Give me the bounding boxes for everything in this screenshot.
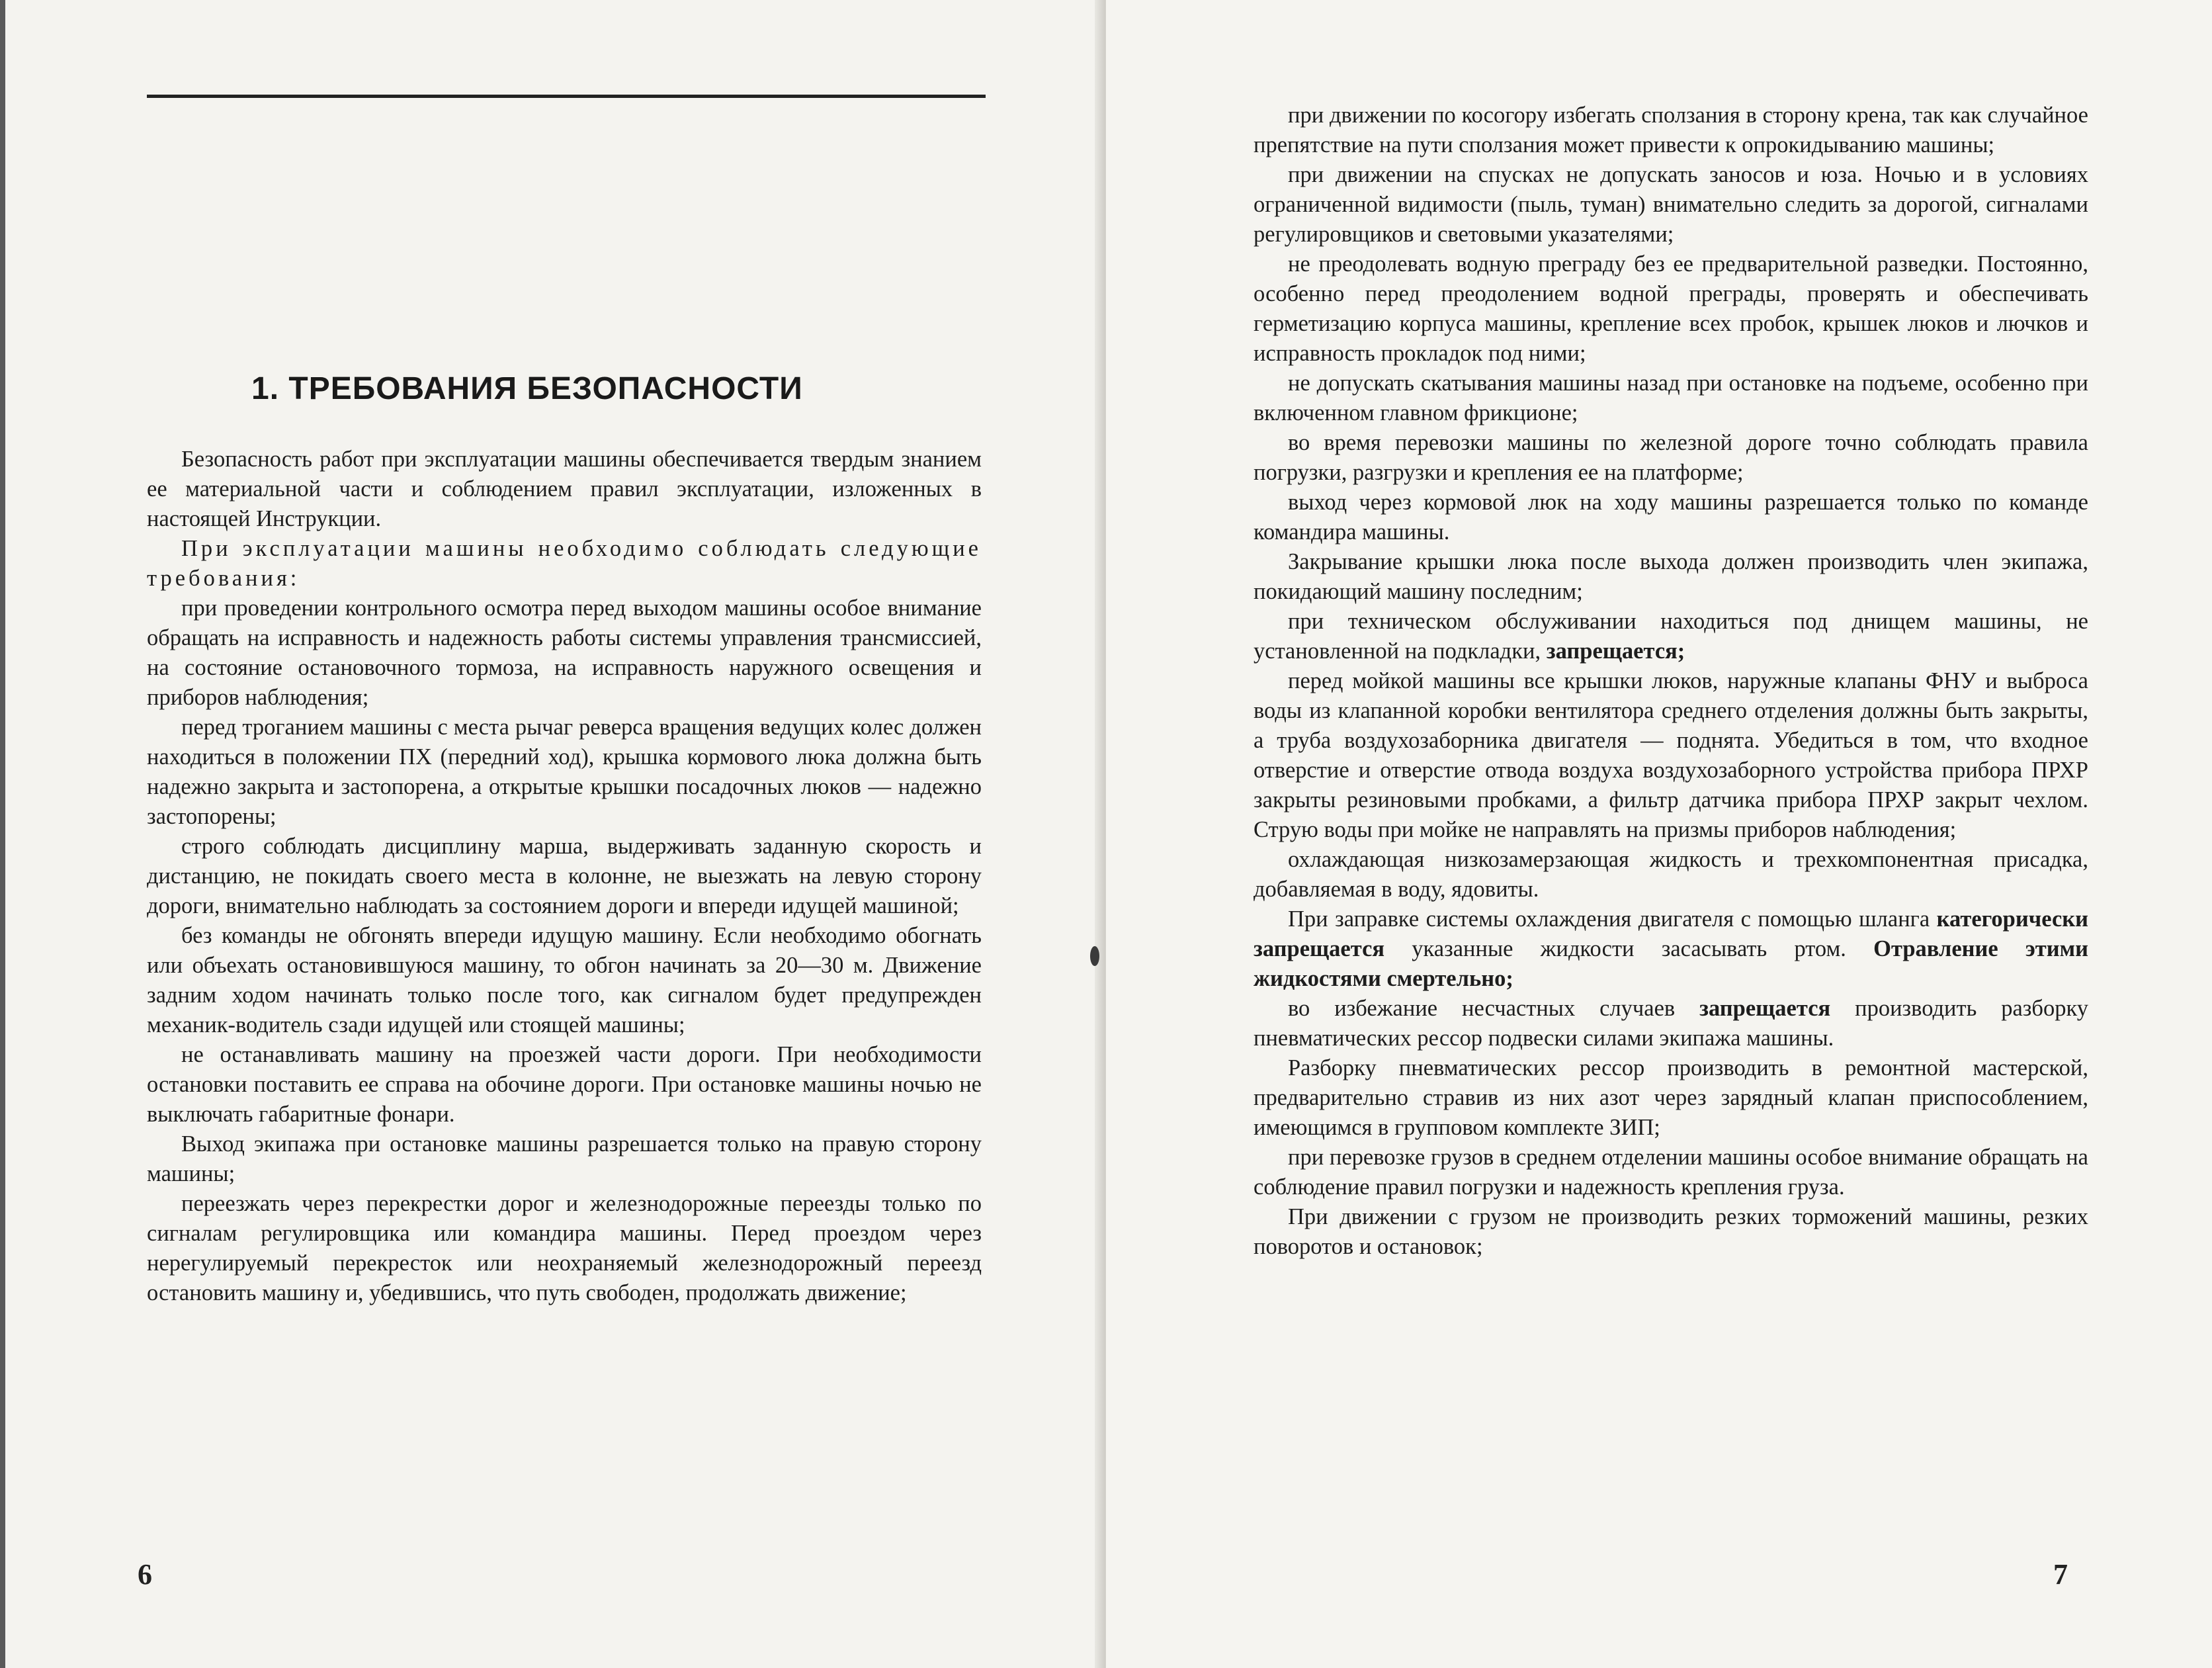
paragraph: при проведении контрольного осмотра перед выходом машины особое внимание обращать на исправность и надежность работы системы управления трансмиссией, на состояние остановочного тормоза, на исправность наружного освещения и приборов наблюдения; — [147, 595, 982, 710]
text-run: указанные жидкости засасывать ртом. — [1412, 936, 1846, 961]
page-number: 6 — [138, 1558, 152, 1591]
text-run: при техническом обслуживании находиться под днищем машины, не установленной на подкладки, — [1254, 609, 2088, 664]
paragraph: при перевозке грузов в среднем отделении машины особое внимание обращать на соблюдение правил погрузки и надежность крепления груза. — [1254, 1145, 2088, 1200]
paragraph: при движении по косогору избегать сползания в сторону крена, так как случайное препятствие на пути сползания может привести к опрокидыванию машины; — [1254, 103, 2088, 157]
text-run: При заправке системы охлаждения двигателя с помощью шланга — [1288, 906, 1930, 932]
paragraph — [1254, 904, 2088, 994]
paragraph: строго соблюдать дисциплину марша, выдерживать заданную скорость и дистанцию, не покидать своего места в колонне, не выезжать на левую сторону дороги, внимательно наблюдать за состоянием дороги и впереди идущей машиной; — [147, 834, 982, 918]
paragraph: Закрывание крышки люка после выхода должен производить член экипажа, покидающий машину последним; — [1254, 549, 2088, 604]
page-edge-shadow — [0, 0, 5, 1668]
paragraph: При эксплуатации машины необходимо соблюдать следующие требования: — [147, 536, 982, 591]
paragraph: не преодолевать водную преграду без ее предварительной разведки. Постоянно, особенно перед преодолением водной преграды, проверять и обеспечивать герметизацию корпуса машины, крепление всех пробок, крышек люков и лючков и исправность прокладок под ними; — [1254, 251, 2088, 366]
page-number: 7 — [2053, 1558, 2068, 1591]
paragraph: во время перевозки машины по железной дороге точно соблюдать правила погрузки, разгрузки и крепления ее на платформе; — [1254, 430, 2088, 485]
left-text-column — [147, 445, 982, 1308]
paragraph: При движении с грузом не производить резких торможений машины, резких поворотов и остановок; — [1254, 1204, 2088, 1259]
bold-warning: запрещается — [1699, 996, 1831, 1021]
paragraph: Выход экипажа при остановке машины разрешается только на правую сторону машины; — [147, 1131, 982, 1186]
paragraph: перед троганием машины с места рычаг реверса вращения ведущих колес должен находиться в положении ПХ (передний ход), крышка кормового люка должна быть надежно закрыта и застопорена, а открытые крышки посадочных люков — надежно застопорены; — [147, 715, 982, 829]
paragraph — [1254, 994, 2088, 1053]
paragraph: выход через кормовой люк на ходу машины разрешается только по команде командира машины. — [1254, 490, 2088, 545]
paragraph: Безопасность работ при эксплуатации машины обеспечивается твердым знанием ее материальной части и соблюдением правил эксплуатации, изложенных в настоящей Инструкции. — [147, 447, 982, 531]
paragraph: перед мойкой машины все крышки люков, наружные клапаны ФНУ и выброса воды из клапанной коробки вентилятора среднего отделения должны быть закрыты, а труба воздухозаборника двигателя — поднята. Убедиться в том, что входное отверстие и отверстие отвода воздуха воздухозаборного устройства прибора ПРХР закрыты резиновыми пробками, а фильтр датчика прибора ПРХР закрыт чехлом. Струю воды при мойке не направлять на призмы приборов наблюдения; — [1254, 668, 2088, 842]
paragraph: не допускать скатывания машины назад при остановке на подъеме, особенно при включенном главном фрикционе; — [1254, 371, 2088, 425]
bold-warning: запрещается; — [1546, 638, 1685, 664]
text-run: во избежание несчастных случаев — [1288, 996, 1676, 1021]
paragraph — [1254, 607, 2088, 666]
paragraph: без команды не обгонять впереди идущую машину. Если необходимо обогнать или объехать остановившуюся машину, то обгон начинать за 20—30 м. Движение задним ходом начинать только после того, как сигналом будет предупрежден механик-водитель сзади идущей или стоящей машины; — [147, 923, 982, 1037]
section-title: 1. ТРЕБОВАНИЯ БЕЗОПАСНОСТИ — [251, 371, 803, 406]
text-run: производить разборку пневматических рессор подвески силами экипажа машины. — [1254, 996, 2088, 1051]
header-rule — [147, 95, 986, 98]
paragraph: переезжать через перекрестки дорог и железнодорожные переезды только по сигналам регулировщика или командира машины. Перед проездом через нерегулируемый перекресток или неохраняемый железнодорожный переезд остановить машину и, убедившись, что путь свободен, продолжать движение; — [147, 1191, 982, 1305]
paragraph: Разборку пневматических рессор производить в ремонтной мастерской, предварительно стравив из них азот через зарядный клапан приспособлением, имеющимся в групповом комплекте ЗИП; — [1254, 1055, 2088, 1140]
bold-warning: категорически запрещается — [1254, 906, 2089, 961]
paragraph: при движении на спусках не допускать заносов и юза. Ночью и в условиях ограниченной видимости (пыль, туман) внимательно следить за дорогой, сигналами регулировщиков и световыми указателями; — [1254, 162, 2088, 247]
scan-speck — [1090, 946, 1099, 966]
paragraph: охлаждающая низкозамерзающая жидкость и трехкомпонентная присадка, добавляемая в воду, ядовиты. — [1254, 847, 2088, 902]
paragraph: не останавливать машину на проезжей части дороги. При необходимости остановки поставить ее справа на обочине дороги. При остановке машины ночью не выключать габаритные фонари. — [147, 1042, 982, 1127]
right-page — [1106, 0, 2212, 1668]
bold-warning: Отравление этими жидкостями смертельно; — [1254, 936, 2089, 991]
right-text-column — [1254, 101, 2088, 1262]
